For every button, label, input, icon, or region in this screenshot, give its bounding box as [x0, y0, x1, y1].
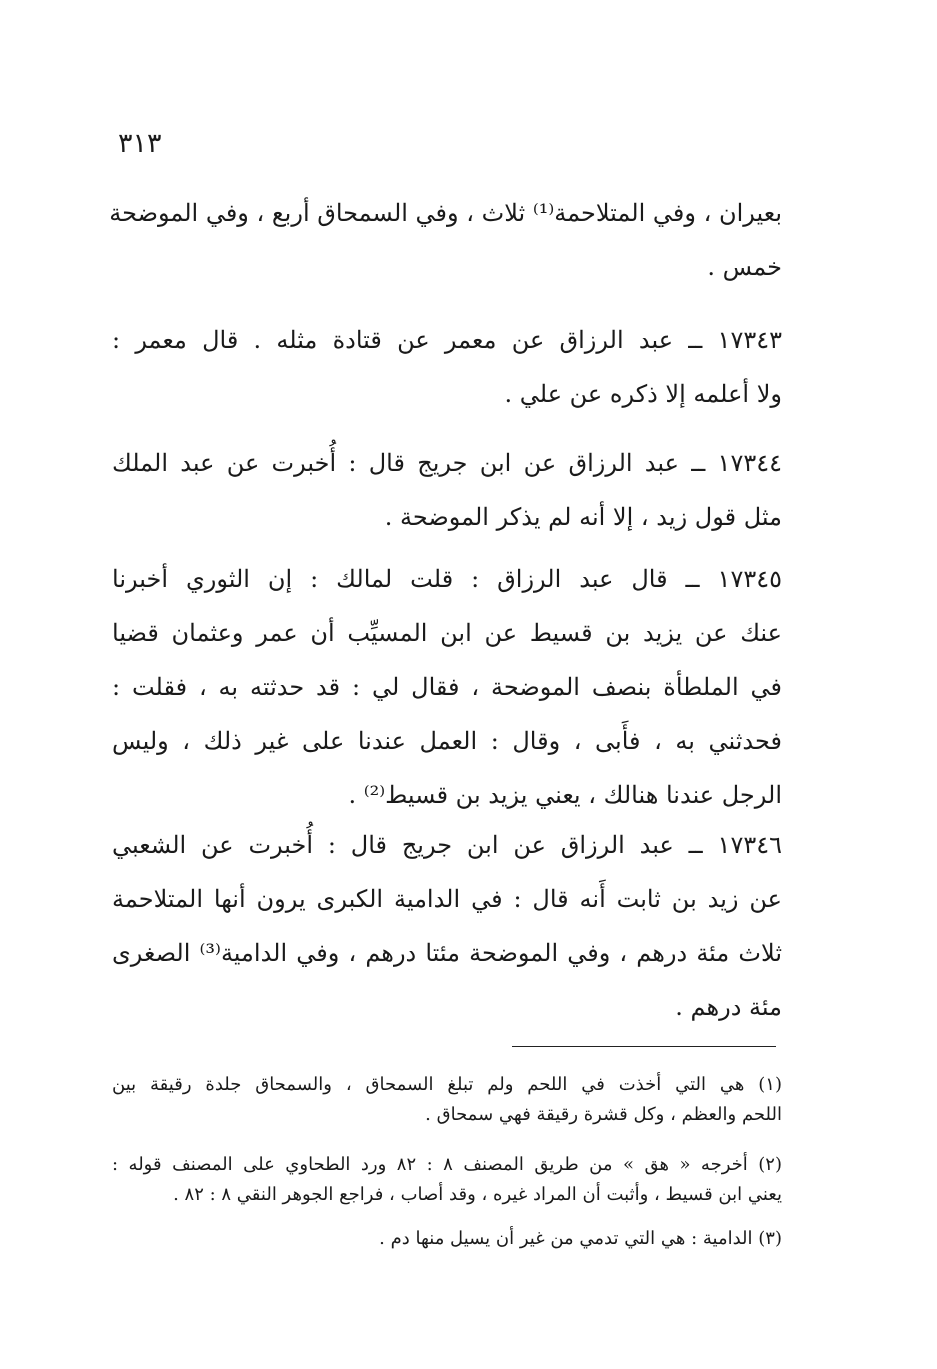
footnote-line: (٣) الدامية : هي التي تدمي من غير أن يسيل منها دم . — [379, 1228, 782, 1249]
text-line: ولا أعلمه إلا ذكره عن علي . — [504, 380, 782, 408]
text-line: بعيران ، وفي المتلاحمة⁽¹⁾ ثلاث ، وفي السمحاق أربع ، وفي الموضحة — [109, 199, 782, 227]
text-line: عنك عن يزيد بن قسيط عن ابن المسيِّب أن عمر وعثمان قضيا — [112, 619, 782, 647]
text-line: ١٧٣٤٣ ــ عبد الرزاق عن معمر عن قتادة مثله . قال معمر : — [112, 326, 782, 354]
text-line: عن زيد بن ثابت أَنه قال : في الدامية الكبرى يرون أنها المتلاحمة — [112, 885, 782, 913]
text-line: ١٧٣٤٦ ــ عبد الرزاق عن ابن جريج قال : أُخبرت عن الشعبي — [112, 831, 782, 859]
footnote-line: (١) هي التي أخذت في اللحم ولم تبلغ السمحاق ، والسمحاق جلدة رقيقة بين — [112, 1074, 782, 1095]
text-line: ١٧٣٤٥ ــ قال عبد الرزاق : قلت لمالك : إن الثوري أخبرنا — [112, 565, 782, 593]
paragraph-17346 — [112, 818, 782, 1034]
text-line: ١٧٣٤٤ ــ عبد الرزاق عن ابن جريج قال : أُخبرت عن عبد الملك — [112, 449, 782, 477]
footnote-3 — [112, 1224, 782, 1254]
paragraph-1 — [109, 186, 782, 294]
footnote-line: يعني ابن قسيط ، وأثبت أن المراد غيره ، وقد أصاب ، فراجع الجوهر النقي ٨ : ٨٢ . — [173, 1184, 782, 1205]
footnote-line: اللحم والعظم ، وكل قشرة رقيقة فهي سمحاق . — [425, 1104, 782, 1125]
text-line: خمس . — [707, 253, 782, 281]
text-line: في الملطأة بنصف الموضحة ، فقال لي : قد حدثته به ، فقلت : — [112, 673, 782, 701]
text-line: ثلاث مئة درهم ، وفي الموضحة مئتا درهم ، وفي الدامية⁽³⁾ الصغرى — [112, 939, 782, 967]
text-line: مثل قول زيد ، إلا أنه لم يذكر الموضحة . — [384, 503, 782, 531]
paragraph-17345 — [112, 552, 782, 822]
footnote-line: (٢) أخرجه « هق » من طريق المصنف ٨ : ٨٢ ورد الطحاوي على المصنف قوله : — [112, 1154, 782, 1175]
page-number: ٣١٣ — [118, 128, 162, 159]
footnote-divider — [512, 1046, 776, 1047]
text-line: مئة درهم . — [675, 993, 782, 1021]
text-line: فحدثني به ، فأَبى ، وقال : العمل عندنا على غير ذلك ، وليس — [112, 727, 782, 755]
footnote-1 — [112, 1070, 782, 1130]
paragraph-17343 — [112, 313, 782, 421]
footnote-2 — [112, 1150, 782, 1210]
paragraph-17344 — [112, 436, 782, 544]
text-line: الرجل عندنا هنالك ، يعني يزيد بن قسيط⁽²⁾ . — [348, 781, 782, 809]
